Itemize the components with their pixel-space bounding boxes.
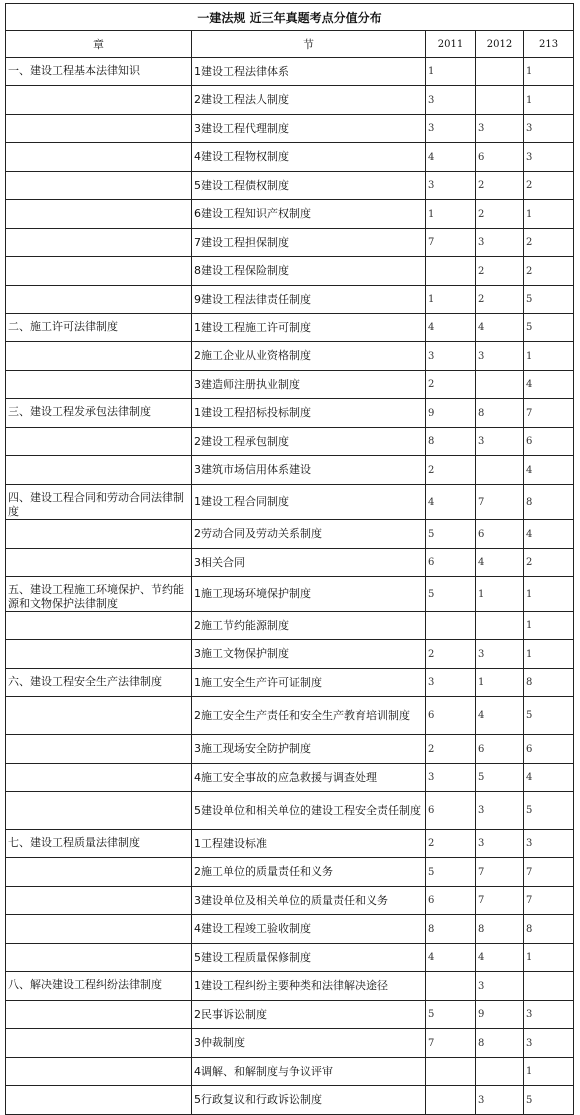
score-cell-2012: 2 bbox=[476, 200, 524, 229]
table-row bbox=[6, 1001, 574, 1029]
section-cell: 3建设工程代理制度 bbox=[192, 115, 426, 143]
score-cell-2012: 8 bbox=[476, 1029, 524, 1058]
score-cell-213: 5 bbox=[524, 792, 574, 830]
chapter-cell: 八、解决建设工程纠纷法律制度 bbox=[6, 972, 192, 1001]
table-row bbox=[6, 887, 574, 915]
chapter-cell bbox=[6, 371, 192, 399]
score-cell-2011: 6 bbox=[426, 549, 476, 577]
section-cell: 1建设工程招标投标制度 bbox=[192, 399, 426, 428]
score-cell-2012: 3 bbox=[476, 342, 524, 371]
section-cell: 3相关合同 bbox=[192, 549, 426, 577]
table-row bbox=[6, 858, 574, 887]
score-cell-2011: 9 bbox=[426, 399, 476, 428]
chapter-cell bbox=[6, 257, 192, 286]
score-cell-2011: 5 bbox=[426, 520, 476, 549]
score-table bbox=[5, 3, 574, 1115]
score-cell-213: 7 bbox=[524, 858, 574, 887]
chapter-cell bbox=[6, 1058, 192, 1086]
chapter-cell bbox=[6, 640, 192, 669]
chapter-cell: 六、建设工程安全生产法律制度 bbox=[6, 669, 192, 697]
chapter-cell bbox=[6, 549, 192, 577]
chapter-cell bbox=[6, 143, 192, 172]
section-cell: 9建设工程法律责任制度 bbox=[192, 286, 426, 314]
chapter-cell bbox=[6, 1001, 192, 1029]
table-row bbox=[6, 612, 574, 640]
year-header-2011: 2011 bbox=[426, 31, 476, 58]
section-cell: 2民事诉讼制度 bbox=[192, 1001, 426, 1029]
header-row bbox=[6, 31, 574, 58]
chapter-cell bbox=[6, 887, 192, 915]
chapter-cell: 五、建设工程施工环境保护、节约能源和文物保护法律制度 bbox=[6, 577, 192, 612]
score-cell-213: 1 bbox=[524, 577, 574, 612]
table-row bbox=[6, 792, 574, 830]
score-cell-2011: 3 bbox=[426, 764, 476, 792]
section-cell: 2施工节约能源制度 bbox=[192, 612, 426, 640]
table-row bbox=[6, 229, 574, 257]
section-cell: 4建设工程物权制度 bbox=[192, 143, 426, 172]
score-cell-213: 1 bbox=[524, 342, 574, 371]
score-cell-2012 bbox=[476, 86, 524, 115]
section-cell: 3建设单位及相关单位的质量责任和义务 bbox=[192, 887, 426, 915]
score-cell-213 bbox=[524, 972, 574, 1001]
score-cell-2012: 1 bbox=[476, 669, 524, 697]
score-cell-2011: 4 bbox=[426, 485, 476, 520]
table-row bbox=[6, 115, 574, 143]
table-row bbox=[6, 915, 574, 944]
table-row bbox=[6, 830, 574, 858]
table-row bbox=[6, 371, 574, 399]
score-cell-213: 1 bbox=[524, 200, 574, 229]
score-cell-213: 2 bbox=[524, 257, 574, 286]
score-cell-2011: 8 bbox=[426, 915, 476, 944]
score-cell-2011: 4 bbox=[426, 944, 476, 972]
table-body bbox=[6, 58, 574, 1115]
chapter-header: 章 bbox=[6, 31, 192, 58]
table-row bbox=[6, 399, 574, 428]
table-row bbox=[6, 342, 574, 371]
section-cell: 7建设工程担保制度 bbox=[192, 229, 426, 257]
section-cell: 8建设工程保险制度 bbox=[192, 257, 426, 286]
chapter-cell bbox=[6, 286, 192, 314]
score-cell-213: 4 bbox=[524, 456, 574, 485]
score-cell-2012: 3 bbox=[476, 830, 524, 858]
table-row bbox=[6, 456, 574, 485]
chapter-cell bbox=[6, 172, 192, 200]
table-row bbox=[6, 257, 574, 286]
score-cell-2011: 3 bbox=[426, 86, 476, 115]
chapter-cell: 四、建设工程合同和劳动合同法律制度 bbox=[6, 485, 192, 520]
section-cell: 5建设单位和相关单位的建设工程安全责任制度 bbox=[192, 792, 426, 830]
section-cell: 3建筑市场信用体系建设 bbox=[192, 456, 426, 485]
table-row bbox=[6, 577, 574, 612]
score-cell-2011: 2 bbox=[426, 735, 476, 764]
chapter-cell bbox=[6, 1029, 192, 1058]
table-title: 一建法规 近三年真题考点分值分布 bbox=[6, 4, 574, 31]
score-cell-2011 bbox=[426, 972, 476, 1001]
score-cell-2012: 7 bbox=[476, 858, 524, 887]
score-cell-213: 5 bbox=[524, 1086, 574, 1115]
score-cell-213: 4 bbox=[524, 371, 574, 399]
score-cell-213: 3 bbox=[524, 143, 574, 172]
score-cell-213: 6 bbox=[524, 735, 574, 764]
score-cell-2011: 3 bbox=[426, 669, 476, 697]
table-row bbox=[6, 58, 574, 86]
score-cell-213: 5 bbox=[524, 314, 574, 342]
score-cell-2012: 3 bbox=[476, 792, 524, 830]
table-row bbox=[6, 697, 574, 735]
section-cell: 2建设工程承包制度 bbox=[192, 428, 426, 456]
score-cell-2012: 2 bbox=[476, 257, 524, 286]
section-cell: 5建设工程质量保修制度 bbox=[192, 944, 426, 972]
chapter-cell bbox=[6, 858, 192, 887]
score-cell-2011: 8 bbox=[426, 428, 476, 456]
chapter-cell bbox=[6, 520, 192, 549]
section-cell: 1工程建设标准 bbox=[192, 830, 426, 858]
score-cell-2012 bbox=[476, 1058, 524, 1086]
score-cell-2012: 3 bbox=[476, 229, 524, 257]
score-cell-2012: 3 bbox=[476, 972, 524, 1001]
table-row bbox=[6, 735, 574, 764]
section-cell: 5建设工程债权制度 bbox=[192, 172, 426, 200]
year-header-213: 213 bbox=[524, 31, 574, 58]
table-row bbox=[6, 1029, 574, 1058]
chapter-cell: 七、建设工程质量法律制度 bbox=[6, 830, 192, 858]
section-cell: 1建设工程纠纷主要种类和法律解决途径 bbox=[192, 972, 426, 1001]
chapter-cell bbox=[6, 764, 192, 792]
table-row bbox=[6, 200, 574, 229]
chapter-cell bbox=[6, 456, 192, 485]
chapter-cell bbox=[6, 342, 192, 371]
section-cell: 2建设工程法人制度 bbox=[192, 86, 426, 115]
chapter-cell bbox=[6, 229, 192, 257]
score-cell-2012 bbox=[476, 371, 524, 399]
chapter-cell bbox=[6, 792, 192, 830]
section-cell: 1施工安全生产许可证制度 bbox=[192, 669, 426, 697]
year-header-2012: 2012 bbox=[476, 31, 524, 58]
table-row bbox=[6, 549, 574, 577]
score-cell-2011 bbox=[426, 612, 476, 640]
table-row bbox=[6, 944, 574, 972]
chapter-cell bbox=[6, 915, 192, 944]
score-cell-2012: 2 bbox=[476, 172, 524, 200]
score-cell-213: 7 bbox=[524, 399, 574, 428]
score-cell-2011: 3 bbox=[426, 115, 476, 143]
chapter-cell: 二、施工许可法律制度 bbox=[6, 314, 192, 342]
score-cell-2012: 1 bbox=[476, 577, 524, 612]
score-cell-2011: 4 bbox=[426, 314, 476, 342]
score-cell-2011: 5 bbox=[426, 858, 476, 887]
score-cell-2011 bbox=[426, 257, 476, 286]
chapter-cell bbox=[6, 1086, 192, 1115]
score-cell-213: 2 bbox=[524, 549, 574, 577]
score-cell-2012: 7 bbox=[476, 887, 524, 915]
score-cell-2011: 1 bbox=[426, 200, 476, 229]
chapter-cell: 三、建设工程发承包法律制度 bbox=[6, 399, 192, 428]
score-cell-2012: 3 bbox=[476, 1086, 524, 1115]
score-cell-213: 5 bbox=[524, 286, 574, 314]
section-cell: 2施工安全生产责任和安全生产教育培训制度 bbox=[192, 697, 426, 735]
score-cell-2011: 7 bbox=[426, 229, 476, 257]
section-cell: 2劳动合同及劳动关系制度 bbox=[192, 520, 426, 549]
score-cell-2011 bbox=[426, 1086, 476, 1115]
score-cell-213: 5 bbox=[524, 697, 574, 735]
table-row bbox=[6, 485, 574, 520]
chapter-cell bbox=[6, 86, 192, 115]
score-cell-2011: 2 bbox=[426, 830, 476, 858]
table-row bbox=[6, 764, 574, 792]
score-cell-2012: 3 bbox=[476, 115, 524, 143]
chapter-cell bbox=[6, 115, 192, 143]
score-cell-213: 2 bbox=[524, 229, 574, 257]
score-cell-2011: 7 bbox=[426, 1029, 476, 1058]
score-cell-2012: 9 bbox=[476, 1001, 524, 1029]
table-row bbox=[6, 520, 574, 549]
section-cell: 1建设工程法律体系 bbox=[192, 58, 426, 86]
section-cell: 2施工单位的质量责任和义务 bbox=[192, 858, 426, 887]
score-cell-213: 6 bbox=[524, 428, 574, 456]
section-header: 节 bbox=[192, 31, 426, 58]
score-cell-2012: 3 bbox=[476, 640, 524, 669]
score-cell-2012 bbox=[476, 456, 524, 485]
score-cell-2012: 6 bbox=[476, 520, 524, 549]
score-cell-2011: 6 bbox=[426, 887, 476, 915]
score-cell-213: 3 bbox=[524, 1001, 574, 1029]
score-cell-2012: 8 bbox=[476, 915, 524, 944]
table-row bbox=[6, 143, 574, 172]
score-cell-213: 4 bbox=[524, 764, 574, 792]
score-cell-2011: 3 bbox=[426, 342, 476, 371]
score-cell-213: 1 bbox=[524, 1058, 574, 1086]
table-row bbox=[6, 1086, 574, 1115]
table-row bbox=[6, 172, 574, 200]
score-cell-2012: 8 bbox=[476, 399, 524, 428]
section-cell: 2施工企业从业资格制度 bbox=[192, 342, 426, 371]
section-cell: 1建设工程施工许可制度 bbox=[192, 314, 426, 342]
section-cell: 3施工现场安全防护制度 bbox=[192, 735, 426, 764]
score-cell-213: 8 bbox=[524, 915, 574, 944]
table-row bbox=[6, 314, 574, 342]
score-cell-213: 1 bbox=[524, 86, 574, 115]
score-cell-2011: 6 bbox=[426, 697, 476, 735]
chapter-cell bbox=[6, 944, 192, 972]
score-cell-2012: 3 bbox=[476, 428, 524, 456]
score-cell-213: 8 bbox=[524, 485, 574, 520]
section-cell: 3施工文物保护制度 bbox=[192, 640, 426, 669]
section-cell: 1施工现场环境保护制度 bbox=[192, 577, 426, 612]
table-row bbox=[6, 1058, 574, 1086]
section-cell: 3建造师注册执业制度 bbox=[192, 371, 426, 399]
table-row bbox=[6, 669, 574, 697]
score-cell-213: 1 bbox=[524, 58, 574, 86]
score-cell-2011: 4 bbox=[426, 143, 476, 172]
chapter-cell bbox=[6, 612, 192, 640]
score-cell-213: 3 bbox=[524, 115, 574, 143]
score-cell-2012: 4 bbox=[476, 944, 524, 972]
score-cell-213: 7 bbox=[524, 887, 574, 915]
section-cell: 6建设工程知识产权制度 bbox=[192, 200, 426, 229]
score-cell-2011: 3 bbox=[426, 172, 476, 200]
section-cell: 5行政复议和行政诉讼制度 bbox=[192, 1086, 426, 1115]
section-cell: 4调解、和解制度与争议评审 bbox=[192, 1058, 426, 1086]
score-cell-213: 3 bbox=[524, 830, 574, 858]
table-row bbox=[6, 972, 574, 1001]
section-cell: 1建设工程合同制度 bbox=[192, 485, 426, 520]
score-cell-2011: 2 bbox=[426, 640, 476, 669]
score-cell-213: 2 bbox=[524, 172, 574, 200]
score-cell-2012: 4 bbox=[476, 549, 524, 577]
section-cell: 4施工安全事故的应急救援与调查处理 bbox=[192, 764, 426, 792]
score-cell-2012: 4 bbox=[476, 697, 524, 735]
score-cell-213: 1 bbox=[524, 944, 574, 972]
score-cell-2011 bbox=[426, 1058, 476, 1086]
chapter-cell bbox=[6, 735, 192, 764]
score-cell-213: 8 bbox=[524, 669, 574, 697]
score-cell-213: 1 bbox=[524, 640, 574, 669]
chapter-cell bbox=[6, 200, 192, 229]
score-cell-2011: 5 bbox=[426, 1001, 476, 1029]
score-cell-2011: 2 bbox=[426, 456, 476, 485]
chapter-cell: 一、建设工程基本法律知识 bbox=[6, 58, 192, 86]
section-cell: 3仲裁制度 bbox=[192, 1029, 426, 1058]
score-cell-2011: 2 bbox=[426, 371, 476, 399]
score-cell-2011: 1 bbox=[426, 286, 476, 314]
score-cell-2011: 6 bbox=[426, 792, 476, 830]
table-row bbox=[6, 640, 574, 669]
score-cell-2011: 5 bbox=[426, 577, 476, 612]
table-row bbox=[6, 286, 574, 314]
score-cell-2012: 2 bbox=[476, 286, 524, 314]
score-cell-2012: 6 bbox=[476, 735, 524, 764]
chapter-cell bbox=[6, 697, 192, 735]
score-cell-2012 bbox=[476, 612, 524, 640]
score-cell-2012: 6 bbox=[476, 143, 524, 172]
section-cell: 4建设工程竣工验收制度 bbox=[192, 915, 426, 944]
chapter-cell bbox=[6, 428, 192, 456]
score-cell-2011: 1 bbox=[426, 58, 476, 86]
table-row bbox=[6, 428, 574, 456]
score-cell-2012 bbox=[476, 58, 524, 86]
score-cell-2012: 5 bbox=[476, 764, 524, 792]
table-row bbox=[6, 86, 574, 115]
score-cell-2012: 4 bbox=[476, 314, 524, 342]
score-cell-213: 3 bbox=[524, 1029, 574, 1058]
score-cell-213: 1 bbox=[524, 612, 574, 640]
score-cell-2012: 7 bbox=[476, 485, 524, 520]
score-cell-213: 4 bbox=[524, 520, 574, 549]
